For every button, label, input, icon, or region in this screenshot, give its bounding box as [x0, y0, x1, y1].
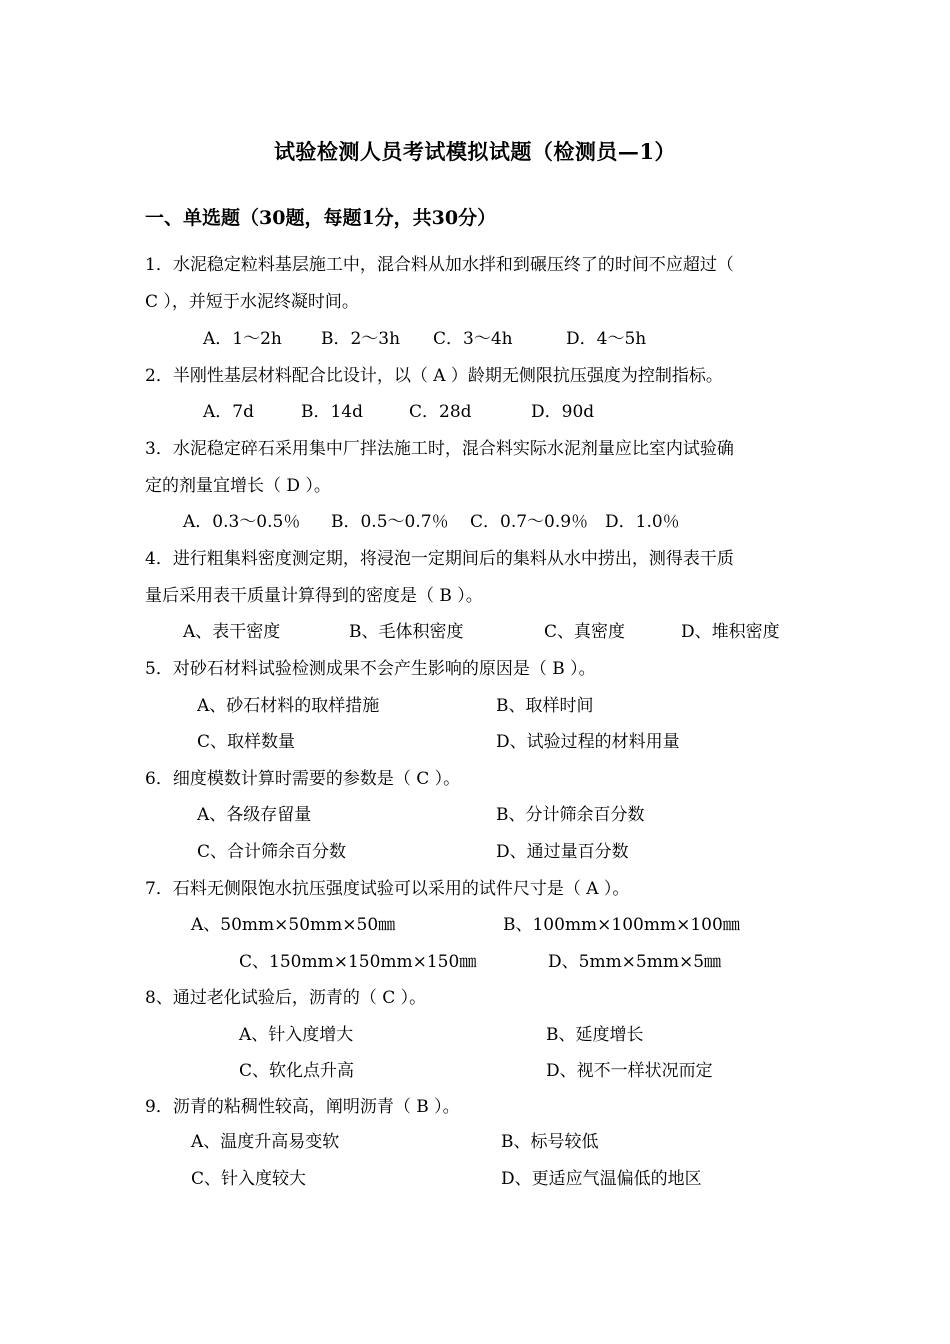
question-9-option-c: C、针入度较大 [191, 1169, 307, 1189]
question-1-option-a: A．1～2h [203, 329, 282, 349]
question-9-option-b: B、标号较低 [501, 1132, 599, 1152]
question-9-text-line-1: 9．沥青的粘稠性较高，阐明沥青（ B ）。 [145, 1097, 460, 1117]
question-8-option-d: D、视不一样状况而定 [546, 1061, 713, 1081]
question-2-option-c: C．28d [409, 402, 472, 422]
question-5-option-a: A、砂石材料的取样措施 [197, 696, 380, 716]
question-5-text-line-1: 5．对砂石材料试验检测成果不会产生影响的原因是（ B ）。 [145, 659, 596, 679]
question-8-option-c: C、软化点升高 [239, 1061, 355, 1081]
question-3-option-b: B．0.5～0.7％ [331, 512, 449, 532]
question-5-option-c: C、取样数量 [197, 732, 296, 752]
question-7-option-d: D、5mm×5mm×5㎜ [548, 952, 722, 972]
question-5-option-b: B、取样时间 [496, 696, 594, 716]
question-2-option-d: D．90d [531, 402, 595, 422]
question-8-text-line-1: 8、通过老化试验后，沥青的（ C ）。 [145, 988, 427, 1008]
question-6-text-line-1: 6．细度模数计算时需要的参数是（ C ）。 [145, 769, 461, 789]
question-4-text-line-1: 4．进行粗集料密度测定期，将浸泡一定期间后的集料从水中捞出，测得表干质 [145, 549, 734, 569]
question-3-option-c: C．0.7～0.9％ [470, 512, 589, 532]
question-3-text-line-2: 定的剂量宜增长（ D ）。 [145, 476, 331, 496]
question-1-text-line-2: C ），并短于水泥终凝时间。 [145, 292, 359, 312]
question-3-option-a: A．0.3～0.5％ [183, 512, 301, 532]
question-4-option-b: B、毛体积密度 [349, 622, 464, 642]
question-2-option-b: B．14d [301, 402, 364, 422]
question-8-option-a: A、针入度增大 [239, 1025, 354, 1045]
question-7-text-line-1: 7．石料无侧限饱水抗压强度试验可以采用的试件尺寸是（ A ）。 [145, 879, 630, 899]
question-7-option-b: B、100mm×100mm×100㎜ [503, 915, 740, 935]
question-1-option-b: B．2～3h [321, 329, 401, 349]
question-9-option-d: D、更适应气温偏低的地区 [501, 1169, 702, 1189]
question-7-option-a: A、50mm×50mm×50㎜ [191, 915, 396, 935]
question-3-option-d: D．1.0％ [605, 512, 680, 532]
page-title: 试验检测人员考试模拟试题（检测员—1） [273, 139, 677, 164]
question-1-text-line-1: 1．水泥稳定粒料基层施工中，混合料从加水拌和到碾压终了的时间不应超过（ [145, 255, 734, 275]
question-4-option-a: A、表干密度 [183, 622, 281, 642]
question-2-option-a: A．7d [203, 402, 254, 422]
question-5-option-d: D、试验过程的材料用量 [496, 732, 680, 752]
question-1-option-c: C．3～4h [433, 329, 513, 349]
question-4-option-c: C、真密度 [544, 622, 626, 642]
question-1-option-d: D．4～5h [566, 329, 647, 349]
question-6-option-b: B、分计筛余百分数 [496, 805, 645, 825]
question-6-option-a: A、各级存留量 [197, 805, 312, 825]
question-9-option-a: A、温度升高易变软 [191, 1132, 340, 1152]
question-2-text-line-1: 2．半刚性基层材料配合比设计，以（ A ）龄期无侧限抗压强度为控制指标。 [145, 366, 723, 386]
question-7-option-c: C、150mm×150mm×150㎜ [239, 952, 477, 972]
question-3-text-line-1: 3．水泥稳定碎石采用集中厂拌法施工时，混合料实际水泥剂量应比室内试验确 [145, 439, 734, 459]
question-4-option-d: D、堆积密度 [681, 622, 780, 642]
question-6-option-c: C、合计筛余百分数 [197, 842, 347, 862]
section-heading: 一、单选题（30题，每题1分，共30分） [145, 207, 497, 229]
question-8-option-b: B、延度增长 [546, 1025, 644, 1045]
question-6-option-d: D、通过量百分数 [496, 842, 629, 862]
question-4-text-line-2: 量后采用表干质量计算得到的密度是（ B ）。 [145, 586, 483, 606]
